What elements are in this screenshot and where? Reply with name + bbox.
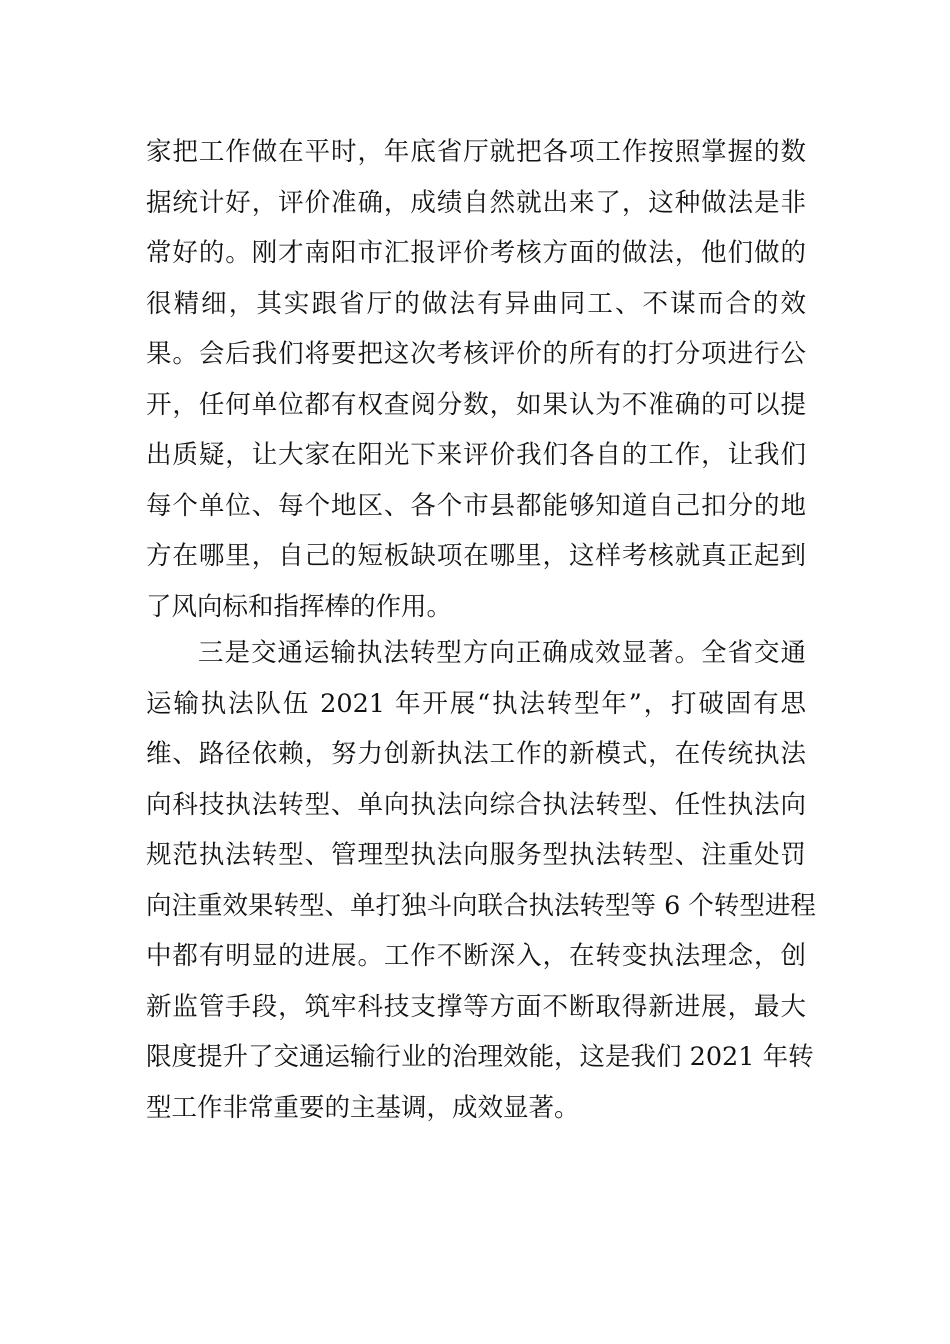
- text-line: 家把工作做在平时，年底省厅就把各项工作按照掌握的数: [146, 137, 806, 167]
- text-line: 限度提升了交通运输行业的治理效能，这是我们 2021 年转: [146, 1042, 814, 1072]
- text-line: 果。会后我们将要把这次考核评价的所有的打分项进行公: [146, 339, 806, 369]
- text-line: 每个单位、每个地区、各个市县都能够知道自己扣分的地: [146, 490, 806, 521]
- text-line: 新监管手段，筑牢科技支撑等方面不断取得新进展，最大: [146, 991, 806, 1022]
- paragraph-1: [146, 127, 806, 632]
- text-line: 向注重效果转型、单打独斗向联合执法转型等 6 个转型进程: [146, 890, 816, 921]
- text-line: 很精细，其实跟省厅的做法有异曲同工、不谋而合的效: [146, 288, 806, 319]
- text-line: 向科技执法转型、单向执法向综合执法转型、任性执法向: [146, 789, 806, 820]
- text-line: 三是交通运输执法转型方向正确成效显著。全省交通: [198, 638, 806, 668]
- text-line: 了风向标和指挥棒的作用。: [146, 591, 453, 622]
- text-line: 中都有明显的进展。工作不断深入，在转变执法理念，创: [146, 941, 806, 971]
- text-line: 据统计好，评价准确，成绩自然就出来了，这种做法是非: [146, 187, 806, 218]
- text-line: 型工作非常重要的主基调，成效显著。: [146, 1092, 580, 1123]
- text-line: 开，任何单位都有权查阅分数，如果认为不准确的可以提: [146, 389, 806, 420]
- text-line: 方在哪里，自己的短板缺项在哪里，这样考核就真正起到: [146, 541, 806, 571]
- paragraph-2: [146, 628, 816, 1133]
- text-line: 运输执法队伍 2021 年开展“执法转型年”，打破固有思: [146, 688, 806, 719]
- text-line: 出质疑，让大家在阳光下来评价我们各自的工作，让我们: [146, 440, 806, 470]
- text-line: 常好的。刚才南阳市汇报评价考核方面的做法，他们做的: [146, 238, 806, 268]
- text-line: 维、路径依赖，努力创新执法工作的新模式，在传统执法: [146, 739, 806, 769]
- text-line: 规范执法转型、管理型执法向服务型执法转型、注重处罚: [146, 840, 806, 870]
